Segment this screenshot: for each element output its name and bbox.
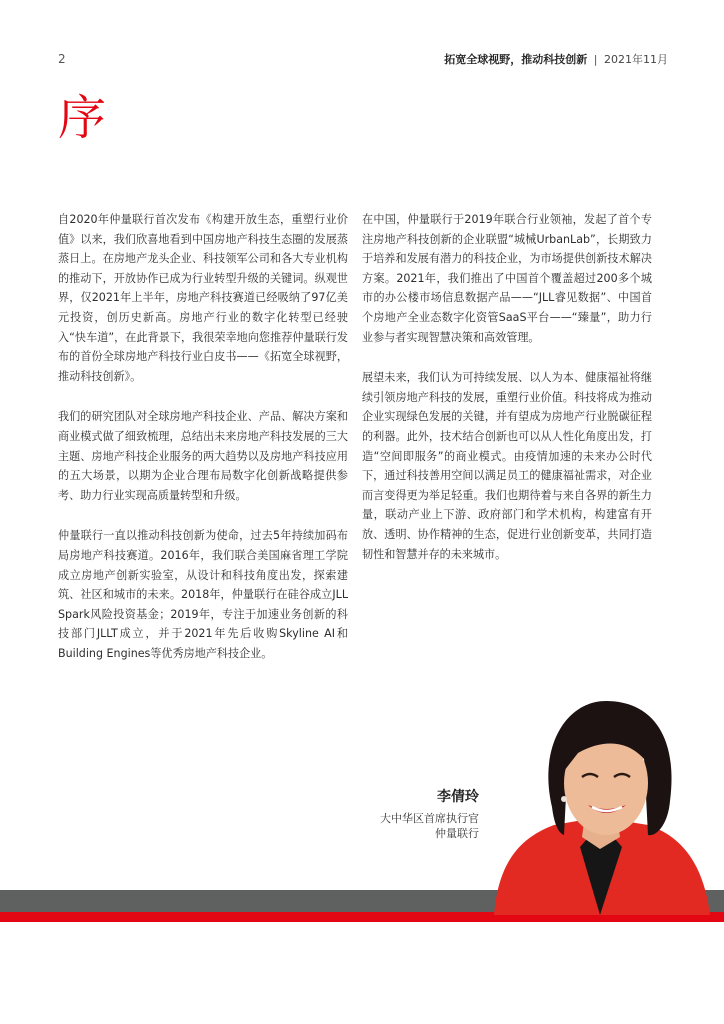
- header-date: 2021年11月: [604, 53, 668, 66]
- signatory-name: 李倩玲: [437, 789, 479, 805]
- paragraph: 展望未来，我们认为可持续发展、以人为本、健康福祉将继续引领房地产科技的发展，重塑行业价值。科技将成为推动企业实现绿色发展的关键，并有望成为房地产行业脱碳征程的利器。此外，技术结合创新也可以从人性化角度出发，打造“空间即服务”的商业模式。由疫情加速的未来办公时代下，通过科技善用空间以满足员工的健康福祉需求，对企业而言变得更为举足轻重。我们也期待着与来自各界的新生力量，联动产业上下游、政府部门和学术机构，构建富有开放、透明、协作精神的生态，促进行业创新变革，共同打造韧性和智慧并存的未来城市。: [362, 371, 652, 561]
- right-column: [362, 210, 652, 585]
- paragraph: 我们的研究团队对全球房地产科技企业、产品、解决方案和商业模式做了细致梳理，总结出未来房地产科技发展的三大主题、房地产科技企业服务的两大趋势以及房地产科技应用的五大场景，以期为企业合理布局数字化创新战略提供参考、助力行业实现高质量转型和升级。: [58, 410, 348, 502]
- page-number: 2: [58, 52, 66, 66]
- running-header: [444, 51, 668, 67]
- paragraph: 仲量联行一直以推动科技创新为使命，过去5年持续加码布局房地产科技赛道。2016年，我们联合美国麻省理工学院成立房地产创新实验室，从设计和科技角度出发，探索建筑、社区和城市的未来。2018年，仲量联行在硅谷成立JLL Spark风险投资基金；2019年，专注于加速业务创新的科技部门JLLT成立，并于2021年先后收购Skyline AI和Building Engines等优秀房地产科技企业。: [58, 529, 348, 660]
- paragraph: 自2020年仲量联行首次发布《构建开放生态，重塑行业价值》以来，我们欣喜地看到中国房地产科技生态圈的发展蒸蒸日上。在房地产龙头企业、科技领军公司和各大专业机构的推动下，开放协作已成为行业转型升级的关键词。纵观世界，仅2021年上半年，房地产科技赛道已经吸纳了97亿美元投资，创历史新高。房地产行业的数字化转型已经驶入“快车道”，在此背景下，我很荣幸地向您推荐仲量联行发布的首份全球房地产科技行业白皮书——《拓宽全球视野，推动科技创新》。: [58, 213, 348, 383]
- signatory-title: 大中华区首席执行官: [380, 812, 479, 825]
- portrait-photo: [488, 697, 712, 915]
- signature-block: [380, 786, 479, 841]
- signatory-company: 仲量联行: [435, 827, 479, 840]
- header-title: 拓宽全球视野，推动科技创新: [444, 53, 588, 66]
- left-column: [58, 210, 348, 684]
- paragraph: 在中国，仲量联行于2019年联合行业领袖，发起了首个专注房地产科技创新的企业联盟“城械UrbanLab”，长期致力于培养和发展有潜力的科技企业，为市场提供创新技术解决方案。2021年，我们推出了中国首个覆盖超过200多个城市的办公楼市场信息数据产品——“JLL睿见数据”、中国首个房地产全业态数字化资管SaaS平台——“臻量”，助力行业参与者实现智慧决策和高效管理。: [362, 213, 652, 344]
- section-title: 序: [58, 90, 107, 146]
- header-separator: |: [593, 53, 598, 66]
